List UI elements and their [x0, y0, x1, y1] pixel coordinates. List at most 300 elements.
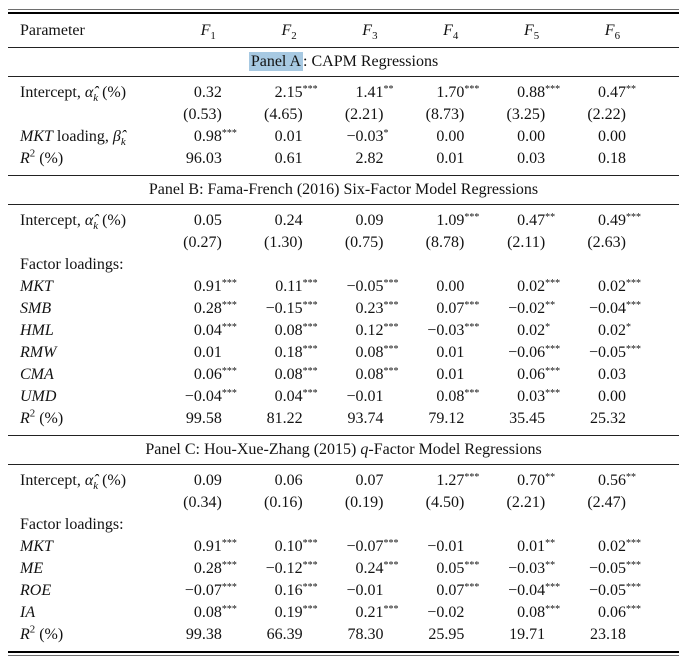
significance-stars: *** [626, 300, 641, 311]
cell-value: 0.08 [517, 604, 546, 621]
text-segment: F [604, 22, 615, 39]
value-cell [318, 624, 399, 646]
text-segment: α̂ [84, 212, 94, 229]
panel-c [8, 436, 679, 651]
significance-stars: *** [464, 84, 480, 95]
text-segment: q [360, 441, 369, 458]
cell-value: 0.02 [598, 278, 626, 295]
cell-value: 0.49 [598, 212, 626, 229]
significance-stars: *** [302, 300, 318, 311]
cell-value: 1.27 [436, 472, 465, 489]
value-cell [560, 470, 641, 494]
table-row [8, 470, 679, 492]
significance-stars: *** [626, 604, 641, 615]
value-cell [237, 126, 318, 148]
text-segment: MKT [20, 128, 53, 145]
text-segment: F [443, 22, 453, 39]
text-segment: F [523, 22, 534, 39]
value-cell [479, 148, 560, 170]
cell-value: 0.01 [193, 344, 222, 361]
value-cell [318, 492, 399, 514]
value-cell [399, 580, 480, 604]
significance-stars: ** [626, 472, 636, 483]
value-cell [560, 82, 641, 106]
text-segment: Intercept, [20, 84, 85, 101]
value-cell [318, 232, 399, 254]
significance-stars: *** [626, 538, 641, 549]
text-segment: MKT [20, 278, 53, 295]
cell-value: (0.75) [344, 234, 384, 251]
row-label [8, 558, 156, 580]
cell-value: 78.30 [347, 626, 384, 643]
row-label [8, 536, 156, 558]
cell-value: 0.47 [598, 84, 626, 101]
value-cell [318, 82, 399, 106]
row-label [8, 470, 156, 492]
cell-value: 81.22 [266, 410, 303, 427]
cell-value: −0.01 [346, 582, 384, 599]
row-label [8, 276, 156, 298]
cell-value: 1.09 [436, 212, 465, 229]
row-label [8, 254, 156, 276]
value-cell [237, 624, 318, 646]
row-label [8, 602, 156, 624]
cell-value: 25.95 [428, 626, 465, 643]
cell-value: (0.34) [183, 494, 222, 511]
cell-value: 2.82 [355, 150, 384, 167]
column-header-label [362, 14, 377, 47]
cell-value: 0.09 [193, 472, 222, 489]
table-row [8, 364, 679, 386]
column-header-label [281, 14, 296, 47]
significance-stars: *** [221, 128, 237, 139]
significance-stars: * [545, 322, 551, 333]
cell-value: 0.01 [436, 366, 465, 383]
significance-stars: *** [221, 604, 237, 615]
significance-stars: ** [545, 212, 556, 223]
text-segment: 2 [29, 407, 36, 420]
value-cell [156, 148, 237, 170]
cell-value: 0.01 [274, 128, 303, 145]
significance-stars: *** [464, 560, 480, 571]
cell-value: −0.03 [427, 322, 465, 339]
significance-stars: *** [545, 278, 561, 289]
text-segment: IA [20, 604, 36, 621]
column-header-label [524, 14, 539, 47]
value-cell [237, 210, 318, 232]
cell-value: 0.18 [598, 150, 626, 167]
significance-stars: *** [383, 322, 399, 333]
panel-body [8, 77, 679, 175]
significance-stars: *** [545, 344, 561, 355]
text-segment: F [362, 22, 373, 39]
row-label [8, 386, 156, 408]
text-segment: (%) [35, 626, 64, 643]
cell-value: 0.08 [193, 604, 222, 621]
table-row [8, 580, 679, 602]
value-cell [560, 386, 641, 408]
cell-value: 0.00 [598, 128, 626, 145]
value-cell [560, 342, 641, 366]
row-label [8, 580, 156, 602]
significance-stars: ** [545, 472, 556, 483]
cell-value: 1.41 [355, 84, 384, 101]
cell-value: (0.19) [344, 494, 384, 511]
cell-value: 0.06 [598, 604, 626, 621]
significance-stars: *** [545, 582, 561, 593]
significance-stars: *** [545, 604, 561, 615]
section-label-row [8, 254, 679, 276]
cell-value: −0.05 [346, 278, 384, 295]
significance-stars: *** [221, 388, 237, 399]
cell-value: 0.03 [517, 150, 546, 167]
cell-value: 0.28 [193, 300, 222, 317]
column-header-label [443, 14, 458, 47]
cell-value: 0.01 [436, 344, 465, 361]
value-cell [156, 232, 237, 254]
tstat-row [8, 232, 679, 254]
cell-value: 0.11 [275, 278, 303, 295]
significance-stars: *** [545, 366, 561, 377]
value-cell [318, 386, 399, 408]
cell-value: 0.10 [274, 538, 303, 555]
text-segment: α̂ [84, 84, 94, 101]
value-cell [479, 492, 560, 514]
value-cell [479, 126, 560, 148]
significance-stars: * [383, 128, 389, 139]
significance-stars: *** [302, 366, 318, 377]
cell-value: 0.04 [274, 388, 303, 405]
significance-stars: *** [221, 278, 237, 289]
cell-value: 0.07 [436, 582, 465, 599]
value-cell [237, 386, 318, 410]
cell-value: 0.88 [517, 84, 546, 101]
significance-stars: *** [221, 560, 237, 571]
significance-stars: *** [383, 560, 399, 571]
text-segment: 5 [533, 30, 540, 43]
cell-value: 0.91 [193, 278, 222, 295]
significance-stars: *** [383, 538, 399, 549]
row-label [8, 298, 156, 320]
value-cell [560, 492, 641, 514]
cell-value: (2.47) [587, 494, 626, 511]
table-row [8, 408, 679, 430]
column-header [399, 14, 480, 47]
cell-value: −0.05 [588, 582, 626, 599]
value-cell [399, 210, 480, 234]
value-cell [560, 364, 641, 386]
cell-value: (2.63) [587, 234, 626, 251]
text-segment: (%) [98, 84, 127, 101]
significance-stars: ** [383, 84, 394, 95]
panel-b [8, 176, 679, 435]
text-segment: β̂ [112, 128, 121, 145]
significance-stars: *** [221, 538, 237, 549]
significance-stars: *** [545, 84, 561, 95]
significance-stars: *** [302, 344, 318, 355]
cell-value: (2.11) [507, 234, 546, 251]
cell-value: 0.61 [274, 150, 303, 167]
significance-stars: *** [464, 388, 480, 399]
text-segment: F [281, 22, 292, 39]
value-cell [318, 210, 399, 232]
cell-value: (4.50) [425, 494, 465, 511]
cell-value: (4.65) [264, 106, 303, 123]
value-cell [156, 210, 237, 232]
cell-value: 0.06 [517, 366, 546, 383]
section-label-row [8, 514, 679, 536]
cell-value: −0.05 [588, 560, 626, 577]
value-cell [479, 82, 560, 106]
cell-value: 0.91 [193, 538, 222, 555]
value-cell [479, 408, 560, 430]
value-cell [156, 408, 237, 430]
cell-value: 0.24 [274, 212, 303, 229]
text-segment: (%) [98, 212, 127, 229]
text-segment: R [20, 150, 30, 167]
significance-stars: * [626, 322, 631, 333]
value-cell [156, 320, 237, 344]
cell-value: 93.74 [347, 410, 384, 427]
row-label [8, 126, 156, 148]
row-label [8, 514, 156, 536]
cell-value: 0.00 [517, 128, 546, 145]
text-segment: R [20, 410, 30, 427]
value-cell [237, 82, 318, 106]
value-cell [560, 148, 641, 170]
text-segment: 4 [452, 30, 459, 43]
text-segment: 2 [291, 30, 297, 43]
text-segment: 6 [614, 30, 620, 43]
value-cell [479, 104, 560, 126]
tstat-row [8, 104, 679, 126]
value-cell [318, 364, 399, 388]
row-label [8, 148, 156, 170]
table-row [8, 386, 679, 408]
table-row [8, 210, 679, 232]
text-segment: (%) [35, 150, 64, 167]
value-cell [156, 386, 237, 410]
selection-highlight: Panel A [250, 53, 302, 70]
text-segment: α̂ [84, 472, 94, 489]
value-cell [479, 210, 560, 234]
cell-value: −0.15 [265, 300, 303, 317]
cell-value: 0.08 [274, 322, 303, 339]
value-cell [156, 82, 237, 104]
cell-value: −0.01 [427, 538, 465, 555]
row-label [8, 320, 156, 342]
panel-title [249, 52, 438, 71]
value-cell [479, 602, 560, 626]
value-cell [237, 602, 318, 626]
cell-value: 0.05 [193, 212, 222, 229]
text-segment: Intercept, [20, 212, 85, 229]
value-cell [156, 470, 237, 492]
significance-stars: *** [383, 300, 399, 311]
significance-stars: *** [383, 604, 399, 615]
value-cell [560, 104, 641, 126]
cell-value: (0.16) [264, 494, 303, 511]
value-cell [156, 602, 237, 626]
significance-stars: *** [464, 582, 480, 593]
cell-value: −0.02 [508, 300, 546, 317]
value-cell [560, 624, 641, 646]
cell-value: 0.01 [436, 150, 465, 167]
column-header [479, 14, 560, 47]
cell-value: (3.25) [506, 106, 546, 123]
panel-title-row [8, 48, 679, 76]
significance-stars: *** [626, 278, 641, 289]
value-cell [156, 126, 237, 150]
value-cell [399, 470, 480, 494]
value-cell [156, 492, 237, 514]
cell-value: 0.02 [598, 538, 626, 555]
row-label [8, 624, 156, 646]
cell-value: (2.21) [344, 106, 384, 123]
cell-value: −0.02 [427, 604, 465, 621]
cell-value: 0.03 [517, 388, 546, 405]
cell-value: 0.00 [436, 128, 465, 145]
value-cell [318, 470, 399, 492]
text-segment: HML [20, 322, 54, 339]
cell-value: 0.32 [193, 84, 222, 101]
cell-value: 0.56 [598, 472, 626, 489]
value-cell [399, 492, 480, 514]
panels-container [8, 48, 679, 651]
cell-value: 0.12 [355, 322, 384, 339]
value-cell [399, 386, 480, 410]
significance-stars: *** [626, 582, 641, 593]
cell-value: 0.98 [193, 128, 222, 145]
header-row [8, 14, 679, 47]
table-row [8, 558, 679, 580]
cell-value: 25.32 [590, 410, 626, 427]
cell-value: −0.12 [265, 560, 303, 577]
bottom-rule [8, 651, 679, 656]
tstat-row [8, 492, 679, 514]
significance-stars: *** [302, 538, 318, 549]
value-cell [318, 602, 399, 626]
cell-value: −0.04 [184, 388, 222, 405]
text-segment: 2 [29, 147, 36, 160]
cell-value: −0.01 [346, 388, 384, 405]
cell-value: 19.71 [509, 626, 546, 643]
cell-value: (8.78) [425, 234, 465, 251]
table-row [8, 148, 679, 170]
significance-stars: *** [464, 322, 480, 333]
cell-value: 0.00 [436, 278, 465, 295]
cell-value: 0.01 [517, 538, 546, 555]
value-cell [399, 82, 480, 106]
cell-value: 0.06 [193, 366, 222, 383]
column-header [156, 14, 237, 47]
value-cell [237, 408, 318, 430]
significance-stars: *** [626, 560, 641, 571]
text-segment: loading, [52, 128, 113, 145]
significance-stars: *** [383, 278, 399, 289]
text-segment: (%) [98, 472, 127, 489]
significance-stars: *** [302, 322, 318, 333]
column-header [237, 14, 318, 47]
table-row [8, 298, 679, 320]
text-segment: : CAPM Regressions [303, 53, 439, 70]
cell-value: 0.24 [355, 560, 384, 577]
value-cell [560, 408, 641, 430]
value-cell [399, 320, 480, 344]
row-label [8, 342, 156, 364]
text-segment: Panel C: Hou-Xue-Zhang (2015) [145, 441, 361, 458]
cell-value: 35.45 [509, 410, 546, 427]
row-label [8, 364, 156, 386]
cell-value: 0.07 [436, 300, 465, 317]
value-cell [318, 408, 399, 430]
significance-stars: *** [383, 366, 399, 377]
significance-stars: *** [626, 344, 641, 355]
cell-value: 79.12 [428, 410, 465, 427]
significance-stars: ** [545, 538, 556, 549]
text-segment: UMD [20, 388, 57, 405]
table-row [8, 276, 679, 298]
cell-value: 0.08 [436, 388, 465, 405]
parameter-column-header: Parameter [20, 22, 85, 39]
significance-stars: *** [383, 344, 399, 355]
text-segment: k [93, 220, 99, 233]
significance-stars: ** [626, 84, 636, 95]
text-segment: 2 [29, 623, 36, 636]
cell-value: −0.07 [346, 538, 384, 555]
cell-value: 2.15 [274, 84, 303, 101]
cell-value: 96.03 [185, 150, 222, 167]
row-label [8, 82, 156, 104]
text-segment: (%) [35, 410, 64, 427]
value-cell [237, 232, 318, 254]
table-row [8, 320, 679, 342]
text-segment: Intercept, [20, 472, 85, 489]
panel-title-row [8, 436, 679, 464]
value-cell [479, 386, 560, 410]
panel-title-row [8, 176, 679, 204]
row-label [8, 210, 156, 232]
cell-value: 0.02 [598, 322, 626, 339]
cell-value: 99.38 [185, 626, 222, 643]
cell-value: −0.03 [346, 128, 384, 145]
value-cell [560, 210, 641, 234]
row-label [8, 408, 156, 430]
cell-value: 0.07 [355, 472, 384, 489]
cell-value: 0.08 [355, 344, 384, 361]
significance-stars: *** [221, 322, 237, 333]
cell-value: 0.16 [274, 582, 303, 599]
cell-value: −0.07 [184, 582, 222, 599]
cell-value: 0.19 [274, 604, 303, 621]
cell-value: 0.28 [193, 560, 222, 577]
value-cell [237, 148, 318, 170]
cell-value: 0.08 [274, 366, 303, 383]
value-cell [318, 148, 399, 170]
significance-stars: *** [464, 212, 480, 223]
text-segment: 3 [372, 30, 378, 43]
cell-value: 0.47 [517, 212, 546, 229]
value-cell [399, 624, 480, 646]
cell-value: (0.27) [183, 234, 222, 251]
cell-value: (1.30) [264, 234, 303, 251]
text-segment: CMA [20, 366, 54, 383]
table-row [8, 342, 679, 364]
significance-stars: *** [626, 212, 641, 223]
text-segment: SMB [20, 300, 52, 317]
cell-value: 0.08 [355, 366, 384, 383]
value-cell [237, 470, 318, 492]
